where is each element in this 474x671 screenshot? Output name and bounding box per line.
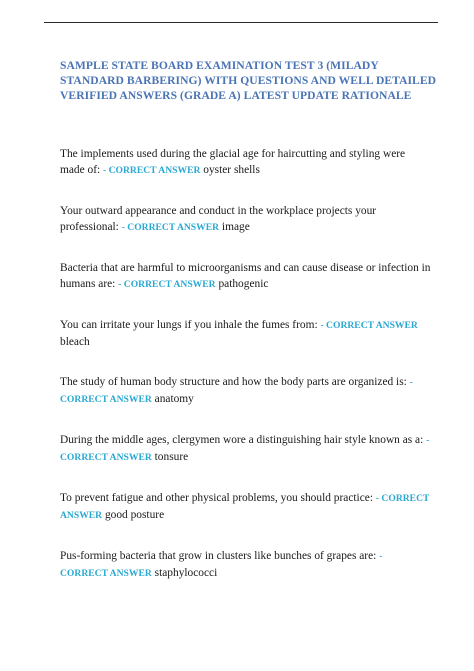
answer-text: image [219, 221, 250, 234]
question-item [60, 548, 432, 582]
question-text: The study of human body structure and how the body parts are organized is: [60, 376, 410, 388]
question-item [60, 317, 432, 350]
correct-answer-label: - CORRECT ANSWER [121, 222, 220, 234]
correct-answer-label: - CORRECT ANSWER [320, 320, 418, 331]
question-text: Bacteria that are harmful to microorganisms and can cause disease or infection in humans are: [60, 262, 431, 291]
answer-text: staphylococci [151, 567, 218, 580]
question-item [60, 374, 432, 408]
correct-answer-label: - CORRECT ANSWER [60, 435, 430, 464]
answer-text: pathogenic [215, 278, 269, 291]
correct-answer-label: - CORRECT ANSWER [118, 279, 216, 291]
question-item [60, 203, 432, 236]
question-item [60, 146, 432, 179]
question-item [60, 432, 432, 466]
correct-answer-label: - CORRECT ANSWER [60, 493, 430, 522]
question-text: To prevent fatigue and other physical problems, you should practice: [60, 492, 376, 504]
question-item [60, 490, 432, 524]
question-text: You can irritate your lungs if you inhale the fumes from: [60, 319, 321, 331]
answer-text: tonsure [151, 451, 189, 464]
correct-answer-label: - CORRECT ANSWER [103, 165, 201, 177]
question-list [60, 146, 432, 606]
correct-answer-label: - CORRECT ANSWER [60, 551, 383, 580]
document-title: SAMPLE STATE BOARD EXAMINATION TEST 3 (MILADY STANDARD BARBERING) WITH QUESTIONS AND WELL DETAILED VERIFIED ANSWERS (GRADE A) LATEST UPDATE RATIONALE [60, 59, 437, 103]
header-rule [44, 22, 438, 23]
question-text: Your outward appearance and conduct in the workplace projects your professional: [60, 205, 377, 234]
question-item [60, 260, 432, 293]
answer-text: good posture [102, 509, 165, 522]
correct-answer-label: - CORRECT ANSWER [60, 377, 413, 406]
answer-text: bleach [60, 336, 90, 349]
question-text: Pus-forming bacteria that grow in clusters like bunches of grapes are: [60, 550, 380, 562]
question-text: The implements used during the glacial age for haircutting and styling were made of: [60, 148, 406, 177]
answer-text: oyster shells [200, 164, 260, 177]
answer-text: anatomy [151, 393, 194, 406]
question-text: During the middle ages, clergymen wore a distinguishing hair style known as a: [60, 434, 427, 446]
